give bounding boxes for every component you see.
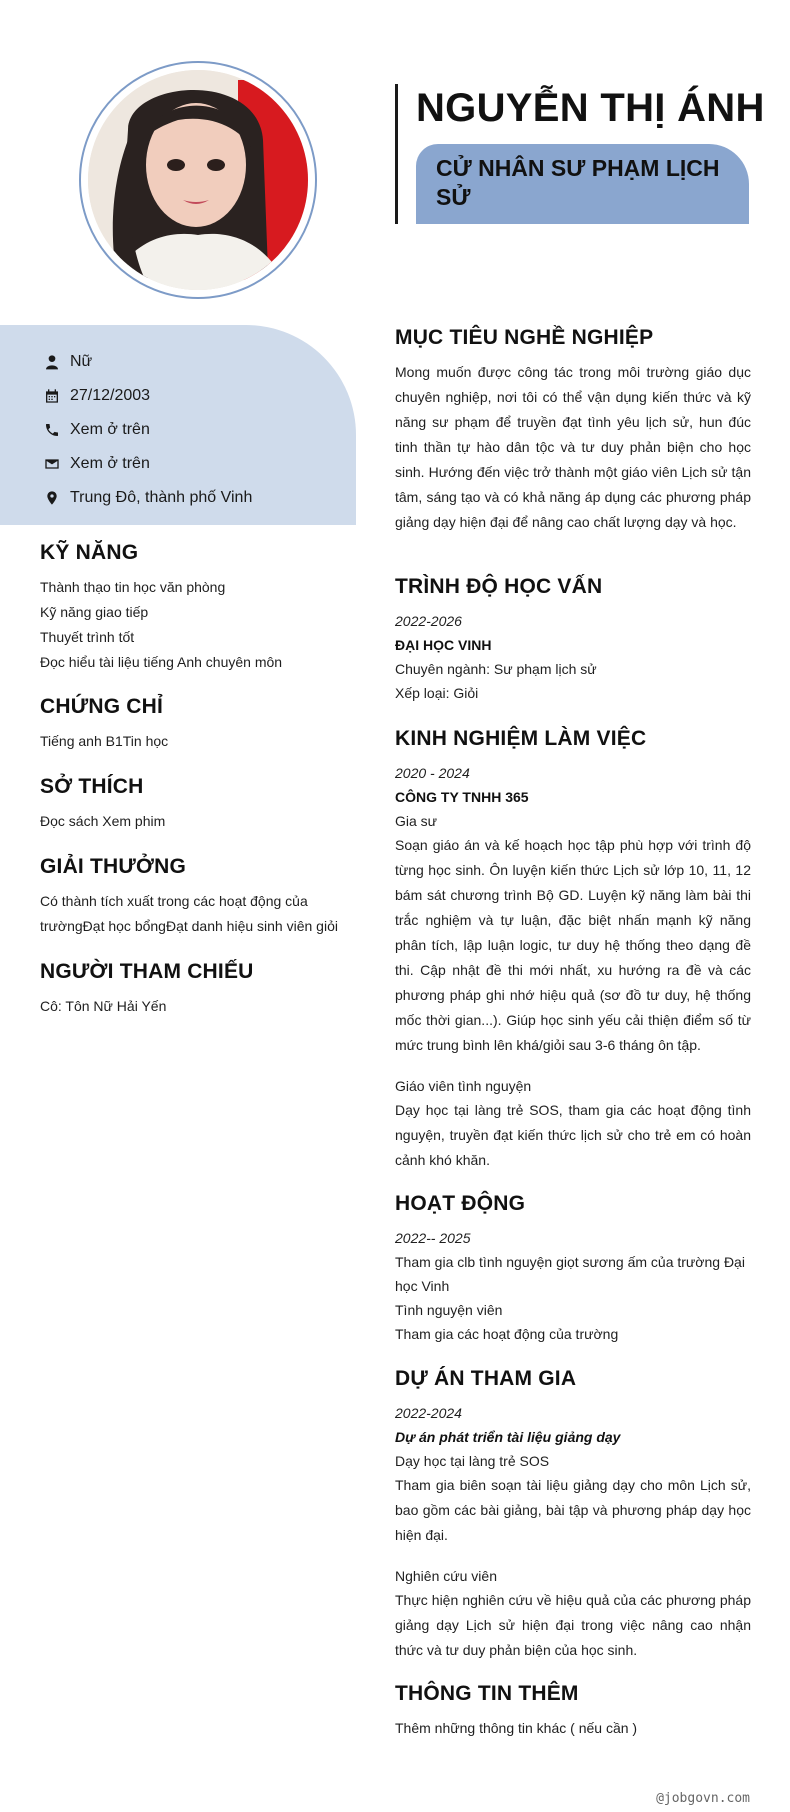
envelope-icon xyxy=(42,454,62,474)
education-major: Chuyên ngành: Sư phạm lịch sử xyxy=(395,661,597,677)
project-description: Thực hiện nghiên cứu về hiệu quả của các phương pháp giảng dạy Lịch sử hiện đại trong việc nâng cao nhận thức và tư duy phản biện của học sinh. xyxy=(395,1592,751,1658)
experience-title: KINH NGHIỆM LÀM VIỆC xyxy=(395,727,647,750)
avatar xyxy=(88,70,308,290)
awards-title: GIẢI THƯỞNG xyxy=(40,855,187,878)
contact-birthday xyxy=(42,379,252,413)
experience-role: Giáo viên tình nguyện xyxy=(395,1078,532,1094)
skill-item: Kỹ năng giao tiếp xyxy=(40,604,149,620)
awards-section xyxy=(40,855,340,939)
project-place: Dạy học tại làng trẻ SOS xyxy=(395,1453,550,1469)
objective-title: MỤC TIÊU NGHỀ NGHIỆP xyxy=(395,326,654,349)
extra-title: THÔNG TIN THÊM xyxy=(395,1682,579,1705)
watermark: @jobgovn.com xyxy=(656,1791,750,1806)
spacer xyxy=(395,1058,751,1074)
project-role: Nghiên cứu viên xyxy=(395,1568,497,1584)
references-title: NGƯỜI THAM CHIẾU xyxy=(40,960,254,983)
activities-section xyxy=(395,1192,751,1346)
person-icon xyxy=(42,352,62,372)
education-title: TRÌNH ĐỘ HỌC VẤN xyxy=(395,575,603,598)
projects-title: DỰ ÁN THAM GIA xyxy=(395,1367,577,1390)
hobbies-section xyxy=(40,775,340,834)
references-text: Cô: Tôn Nữ Hải Yến xyxy=(40,998,167,1014)
birthday-text: 27/12/2003 xyxy=(70,387,151,404)
contact-address xyxy=(42,481,252,515)
calendar-icon xyxy=(42,386,62,406)
experience-description: Dạy học tại làng trẻ SOS, tham gia các hoạt động tình nguyện, truyền đạt kiến thức lịch sử cho trẻ em có hoàn cảnh khó khăn. xyxy=(395,1102,751,1168)
activities-title: HOẠT ĐỘNG xyxy=(395,1192,526,1215)
avatar-frame xyxy=(79,61,317,299)
experience-role: Gia sư xyxy=(395,813,438,829)
job-title: CỬ NHÂN SƯ PHẠM LỊCH SỬ xyxy=(436,155,720,210)
contact-gender xyxy=(42,345,252,379)
hobbies-title: SỞ THÍCH xyxy=(40,775,144,798)
name-block xyxy=(395,84,765,224)
contact-list xyxy=(42,345,252,515)
references-section xyxy=(40,960,340,1019)
projects-section xyxy=(395,1367,751,1663)
extra-section xyxy=(395,1682,751,1740)
projects-date: 2022-2024 xyxy=(395,1405,462,1421)
activity-item: Tham gia các hoạt động của trường xyxy=(395,1326,619,1342)
education-rank: Xếp loại: Giỏi xyxy=(395,685,479,701)
spacer xyxy=(395,1548,751,1564)
email-text: Xem ở trên xyxy=(70,455,150,472)
objective-section xyxy=(395,326,751,535)
skills-section xyxy=(40,541,340,675)
address-text: Trung Đô, thành phố Vinh xyxy=(70,489,253,506)
activities-date: 2022-- 2025 xyxy=(395,1230,471,1246)
education-date: 2022-2026 xyxy=(395,613,462,629)
experience-section xyxy=(395,727,751,1173)
education-section xyxy=(395,575,751,705)
skill-item: Thuyết trình tốt xyxy=(40,629,135,645)
extra-text: Thêm những thông tin khác ( nếu cần ) xyxy=(395,1720,638,1736)
full-name: NGUYỄN THỊ ÁNH xyxy=(416,86,765,130)
activity-item: Tình nguyện viên xyxy=(395,1302,503,1318)
project-name: Dự án phát triển tài liệu giảng dạy xyxy=(395,1429,621,1445)
experience-description: Soạn giáo án và kế hoạch học tập phù hợp với trình độ từng học sinh. Ôn luyện kiến thức Lịch sử lớp 10, 11, 12 bám sát chương trình Bộ GD. Luyện kỹ năng làm bài thi trắc nghiệm và tự luận, đặc biệt nhấn mạnh kỹ năng phân tích, lập luận logic, tư duy hệ thống theo dạng đề thi. Cập nhật đề thi mới nhất, xu hướng ra đề và các phương pháp ghi nhớ hiệu quả (sơ đồ tư duy, hệ thống mốc thời gian...). Giúp học sinh yếu cải thiện điểm số từ mức trung bình lên khá/giỏi sau 3-6 tháng ôn tập. xyxy=(395,837,751,1053)
certificates-section xyxy=(40,695,340,754)
phone-icon xyxy=(42,420,62,440)
education-school: ĐẠI HỌC VINH xyxy=(395,637,492,653)
skill-item: Thành thạo tin học văn phòng xyxy=(40,579,226,595)
job-title-banner xyxy=(416,144,749,224)
contact-email xyxy=(42,447,252,481)
project-description: Tham gia biên soạn tài liệu giảng dạy cho môn Lịch sử, bao gồm các bài giảng, bài tập và phương pháp dạy học hiện đại. xyxy=(395,1477,751,1543)
phone-text: Xem ở trên xyxy=(70,421,150,438)
location-pin-icon xyxy=(42,488,62,508)
contact-phone xyxy=(42,413,252,447)
certificates-text: Tiếng anh B1Tin học xyxy=(40,733,169,749)
gender-text: Nữ xyxy=(70,353,93,370)
awards-text: Có thành tích xuất trong các hoạt động của trườngĐạt học bổngĐạt danh hiệu sinh viên giỏi xyxy=(40,893,338,934)
contact-panel xyxy=(0,325,356,525)
objective-text: Mong muốn được công tác trong môi trường giáo dục chuyên nghiệp, nơi tôi có thể vận dụng kiến thức và kỹ năng sư phạm để truyền đạt tình yêu lịch sử, hun đúc tinh thần tự hào dân tộc và tư duy phản biện cho học sinh. Hướng đến việc trở thành một giáo viên Lịch sử tận tâm, sáng tạo và có khả năng áp dụng các phương pháp giảng dạy hiện đại để nâng cao chất lượng dạy và học. xyxy=(395,364,751,530)
activity-item: Tham gia clb tình nguyện giọt sương ấm của trường Đại học Vinh xyxy=(395,1254,745,1294)
skills-title: KỸ NĂNG xyxy=(40,541,139,564)
experience-date: 2020 - 2024 xyxy=(395,765,470,781)
left-column xyxy=(0,0,356,1812)
skill-item: Đọc hiểu tài liệu tiếng Anh chuyên môn xyxy=(40,654,283,670)
experience-company: CÔNG TY TNHH 365 xyxy=(395,789,529,805)
hobbies-text: Đọc sách Xem phim xyxy=(40,813,166,829)
certificates-title: CHỨNG CHỈ xyxy=(40,695,164,718)
